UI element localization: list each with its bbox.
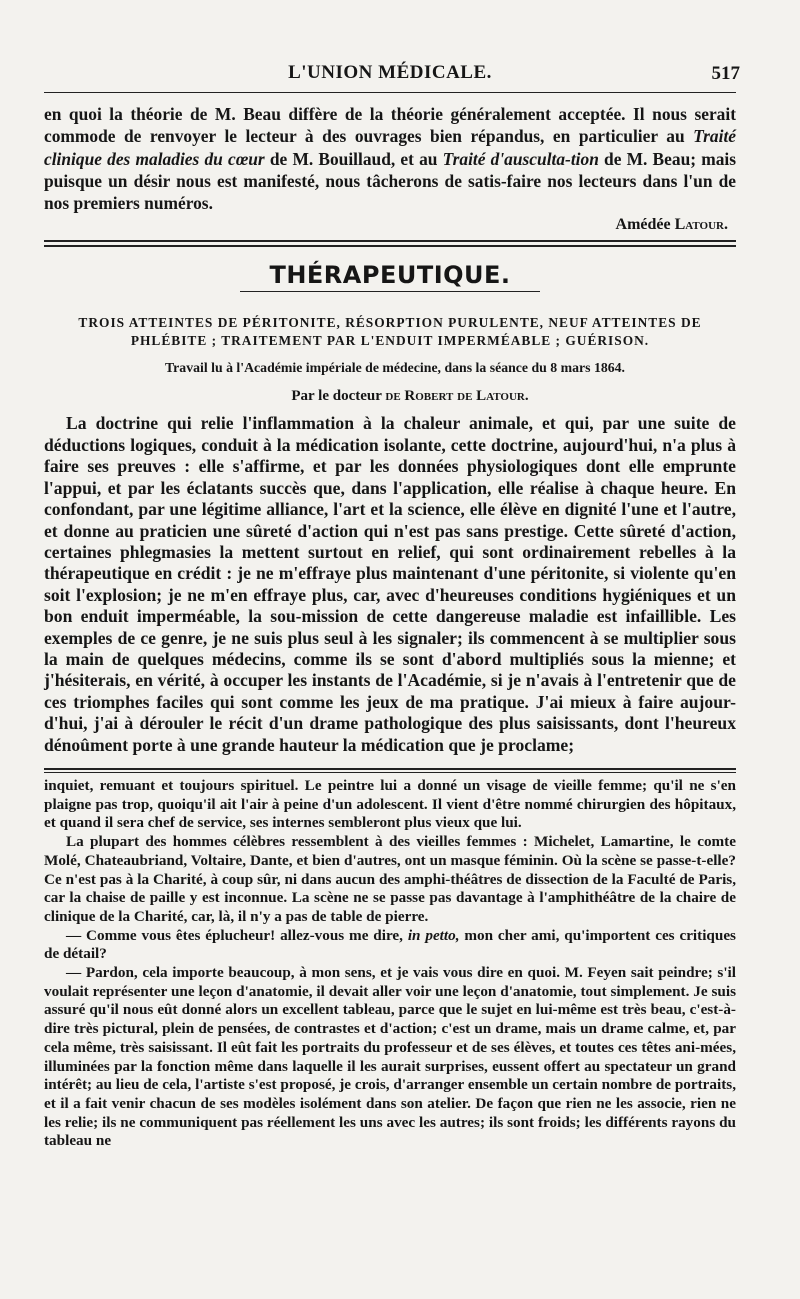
feuilleton — [44, 777, 736, 1151]
article-author — [84, 388, 736, 405]
author-name: de Robert de Latour. — [385, 388, 529, 405]
feuilleton-text: mon cher ami, qu'importent ces critiques de détail? — [44, 926, 736, 963]
feuilleton-paragraph — [44, 927, 736, 964]
feuilleton-italic: in petto, — [407, 926, 460, 944]
running-head — [44, 0, 740, 92]
lead-text — [44, 103, 736, 214]
section-title-underline — [240, 291, 540, 292]
lead-signature — [44, 216, 728, 234]
lead-text-part: de M. Beau; mais puisque un désir nous est manifesté, nous tâcherons de satis-faire nos lecteurs dans l'un de nos premiers numéros. — [44, 148, 736, 214]
header-rule — [44, 92, 736, 93]
article-title: TROIS ATTEINTES DE PÉRITONITE, RÉSORPTION PURULENTE, NEUF ATTEINTES DE PHLÉBITE ; TRAITEMENT PAR L'ENDUIT IMPERMÉABLE ; GUÉRISON. — [78, 315, 702, 349]
feuilleton-paragraph: inquiet, remuant et toujours spirituel. Le peintre lui a donné un visage de vieille femme; qu'il ne s'en plaigne pas trop, quoiqu'il ait l'air à peine d'un adolescent. Il vient d'être nommé chirurgien des hôpitaux, et quand il sera chef de service, ses internes sembleront plus vieux que lui. — [44, 776, 736, 832]
lead-paragraph — [44, 103, 736, 214]
author-prefix: Par le docteur — [291, 388, 382, 405]
lead-italic-title: Traité d'ausculta-tion — [442, 148, 599, 169]
signature-last-name: Latour. — [674, 216, 728, 234]
signature-first-name: Amédée — [615, 216, 671, 234]
page-number: 517 — [711, 63, 740, 84]
section-divider — [44, 240, 736, 247]
feuilleton-text: — Comme vous êtes éplucheur! allez-vous me dire, — [66, 926, 408, 944]
lead-italic-title: Traité clinique des maladies du cœur — [44, 126, 736, 169]
feuilleton-paragraph: La plupart des hommes célèbres ressemblent à des vieilles femmes : Michelet, Lamartine, le comte Molé, Chateaubriand, Voltaire, Dante, et bien d'autres, ont un masque féminin. Où la scène se passe-t-elle? Ce n'est pas à la Charité, à coup sûr, ni dans aucun des amphi-théâtres de dissection de la Faculté de Paris, car la chaise de paille y est inconnue. La scène ne se passe pas davantage à l'amphithéâtre de la chaire de clinique de la Charité, car, là, il n'y a pas de table de pierre. — [44, 833, 736, 925]
journal-title: L'UNION MÉDICALE. — [288, 62, 492, 83]
feuilleton-divider — [44, 768, 736, 773]
feuilleton-paragraph: — Pardon, cela importe beaucoup, à mon sens, et je vais vous dire en quoi. M. Feyen sait peindre; s'il voulait représenter une leçon d'anatomie, il devait aller voir une leçon d'anatomie, tout simplement. Je suis assuré qu'il nous eût donné alors un excellent tableau, parce que le sujet en lui-même est très beau, c'est-à-dire très pictural, plein de pensées, de contrastes et d'action; c'est un drame, mais un drame calme, et, par cela même, très saisissant. Il eût fait les portraits du professeur et de ses élèves, et toutes ces têtes ani-mées, illuminées par la fonction même dans laquelle il les aurait surprises, eussent offert au spectateur un grand intérêt; au lieu de cela, l'artiste s'est proposé, je crois, d'arranger ensemble un certain nombre de portraits, et il a fait venir chacun de ses modèles isolément dans son atelier. De façon que rien ne les associe, rien ne les relie; ils ne communiquent pas réellement les uns avec les autres; ils sont froids; les différents rayons du tableau ne — [44, 964, 736, 1150]
newspaper-page — [44, 0, 740, 1151]
article-body: La doctrine qui relie l'inflammation à la chaleur animale, et qui, par une suite de déductions logiques, conduit à la médication isolante, cette doctrine, aujourd'hui, n'a plus à faire ses preuves : elle s'affirme, et par les données physiologiques dont elle emprunte l'appui, et par les éclatants succès que, dans l'application, elle réalise à chaque heure. En confondant, par une légitime alliance, l'art et la science, elle élève en dignité l'une et l'autre, et donne au praticien une sûreté d'action qui n'est pas sans prestige. Cette sûreté d'action, certaines phlegmasies la mettent surtout en relief, qui sont ordinairement rebelles à la thérapeutique en crédit : je ne m'effraye plus maintenant d'une péritonite, si violente qu'en soit l'explosion; je ne m'en effraye plus, car, avec d'heureuses conditions hygiéniques et un bon enduit imperméable, la sou-mission de cette dangereuse maladie est infaillible. Les exemples de ce genre, je ne suis plus seul à les signaler; ils commencent à se multiplier sous la main de quelques médecins, comme ils se sont d'abord multipliés sous la mienne; et j'hésiterais, en vérité, à occuper les instants de l'Académie, si je n'avais à l'entretenir que de ces triomphes faciles qui sont comme les jeux de ma pratique. J'ai mieux à faire aujour-d'hui, j'ai à dérouler le récit d'un drame pathologique des plus saisissants, dont l'heureux dénoûment porte à une grande hauteur la médication que je proclame; — [44, 413, 736, 755]
lead-text-part: de M. Bouillaud, et au — [264, 148, 443, 169]
article-read-at: Travail lu à l'Académie impériale de médecine, dans la séance du 8 mars 1864. — [165, 360, 625, 376]
section-title: THÉRAPEUTIQUE. — [269, 261, 511, 290]
lead-text-part: en quoi la théorie de M. Beau diffère de la théorie généralement acceptée. Il nous serait commode de renvoyer le lecteur à des ouvrages bien répandus, en particulier au — [44, 104, 736, 147]
